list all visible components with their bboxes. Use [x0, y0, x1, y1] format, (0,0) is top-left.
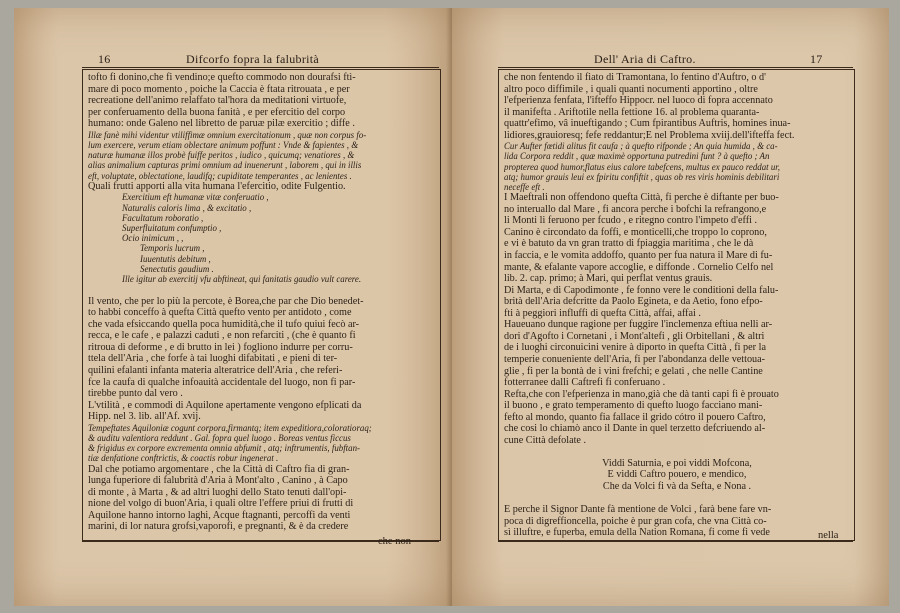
- header-rule: [498, 67, 853, 68]
- text-line: Viddi Saturnia, e poi viddi Mofcona,: [602, 457, 752, 469]
- text-line: quilini efalanti infanta materia alteratrice dell'Aria , che referi-: [88, 364, 343, 376]
- text-line: E perche il Signor Dante fà mentione de Volci , farà bene fare vn-: [504, 504, 772, 516]
- text-line: L'vtilità , e commodi di Aquilone apertamente vengono efplicati da: [88, 399, 362, 411]
- header-rule: [82, 67, 439, 68]
- text-line: e vi è batuto da vn gran tratto di fpiaggia maritima , che le dà: [504, 238, 754, 250]
- text-line: fti à peggiori influffi di quefta Città, affai, affai .: [504, 307, 701, 319]
- text-line: naturæ humanæ illos probè fuiffe peritos , iudico , quicumq; venatiores , &: [88, 150, 355, 161]
- text-line: & frigidus ex corpore excrementa omnia abfumit , atq; inftrumentis, fubftan-: [88, 443, 360, 454]
- text-line: alias animalium capturas primi omnium ad inuenerunt , laborem , qui in illis: [88, 160, 362, 171]
- text-line: in faccia, e le vomita addoffo, quanto per fua natura il Mare di fu-: [504, 250, 773, 262]
- text-line: Senectutis gaudium .: [140, 263, 214, 274]
- text-line: il manifefta . Ariftotile nella fettione 16. al problema quaranta-: [504, 106, 760, 118]
- text-line: neceffe eft .: [504, 182, 545, 193]
- text-line: Il vento, che per lo più la percote, è Borea,che par che Dio benedet-: [88, 295, 364, 307]
- text-line: [88, 284, 438, 296]
- text-line: tirebbe punto dal vero .: [88, 388, 183, 400]
- text-line: tofto fi donino,che fi vendino;e quefto commodo non dourafsi ftì-: [88, 72, 356, 83]
- text-line: Ocio inimicum , ,: [122, 233, 184, 244]
- text-line: Illæ fanè mihi videntur vtiliffimæ omnium exercitationum , quæ non corpus fo-: [88, 129, 367, 140]
- text-line: lib. 2. cap. primo; à Mari, qui perflat ventus grauis.: [504, 273, 713, 285]
- text-line: glie , fi per la bontà de i vini frefchi; e gelati , che nelle Cantine: [504, 365, 763, 377]
- text-line: fce la caufa di qualche infoauità accidentale del luogo, non fi par-: [88, 376, 356, 388]
- text-line: ttela dell'Aria , che forfe à tai luoghi difabitati , e pieni di ter-: [88, 353, 338, 365]
- text-line: lunga fuperiore di falubrità d'Aria à Mont'alto , Canino , à Capo: [88, 475, 348, 487]
- text-line: & auditu valentiora reddunt . Gal. fopra quel luogo . Boreas ventus ficcus: [88, 432, 351, 443]
- text-line: [504, 493, 850, 505]
- catchword: che non: [378, 536, 411, 547]
- text-line: che non fentendo il fiato di Tramontana, lo fentino d'Auftro, o d': [504, 72, 766, 83]
- open-book: [14, 8, 889, 606]
- text-line: fotterranee dalli Caftrefi fi conferuano .: [504, 377, 666, 389]
- text-line: Canino è circondato da foffi, e monticelli,che troppo lo coprono,: [504, 226, 767, 238]
- text-line: no interuallo dal Mare , fi ancora perche i bofchi la refrangono,e: [504, 203, 767, 215]
- text-block: [88, 72, 438, 533]
- text-line: E viddi Caftro pouero, e mendico,: [607, 469, 747, 481]
- text-line: dori d'Agofto i Cornetani , i Mont'altefi , gli Orbitellani , & altri: [504, 330, 765, 342]
- text-line: marini, di lor natura grofsi,vaporofi, e pregnanti, & è da credere: [88, 521, 349, 533]
- right-page: [452, 8, 889, 606]
- text-line: che vada efsiccando quella poca humidità,che il tufo quiui fecò ar-: [88, 318, 360, 330]
- text-line: Di Marta, e di Capodimonte , fe fonno vere le conditioni della falu-: [504, 284, 779, 296]
- page-number: 16: [98, 52, 111, 66]
- text-line: altro poco diffimile , i quali quanti nocumenti apportino , oltre: [504, 83, 758, 95]
- text-line: Refta,che con l'efperienza in mano,già che dà tanti capi fi è prouato: [504, 388, 779, 400]
- text-line: lum exercere, verum etiam oblectare animum poffunt : Vnde & fapientes , &: [88, 139, 359, 150]
- text-line: mante, & efalante vapore accoglie, e diffonde . Cornelio Celfo nel: [504, 261, 774, 273]
- text-line: tiæ denfatione conftrictis, & coactis robur ingenerat .: [88, 453, 279, 464]
- text-line: Aquilone hanno intorno laghi, Acque ftagnanti, percoffi da venti: [88, 509, 351, 521]
- text-line: Iuuentutis debitum ,: [140, 253, 211, 264]
- text-line: Dal che potiamo argomentare , che la Città di Caftro fia di gran-: [88, 463, 350, 475]
- left-page: [14, 8, 452, 606]
- text-line: quattr'efimo, vâ inueftigando ; Cum fpirantibus Auftris, homines inua-: [504, 118, 791, 130]
- text-line: recreatione dell'animo relaffato tal'hora da meditationi virtuofe,: [88, 95, 347, 107]
- text-line: recca, e le cafe , e palazzi caduti , e non refarciti , (che è quanto fi: [88, 330, 356, 342]
- text-line: cune Città defolate .: [504, 434, 587, 446]
- text-line: Facultatum roboratio ,: [122, 212, 204, 223]
- footer-rule: [498, 541, 853, 542]
- text-line: eft, voluptate, oblectatione, laudifq; cupiditate temperantes , ac lenientes .: [88, 170, 352, 181]
- text-line: per conferuamento della buona fanità , e per efercitio del corpo: [88, 106, 346, 118]
- text-line: Cur Aufter fœtidi alitus fit caufa ; à quefto rifponde ; An quia humida , & ca-: [504, 141, 778, 152]
- text-block: [504, 72, 850, 539]
- text-line: Ille igitur ab exercitij vfu abftineat, qui fanitatis gaudio vult carere.: [122, 273, 362, 284]
- text-line: atq; humor grauis leui ex fpiritu confiftit , quas ob res viris hominis debilitari: [504, 171, 780, 182]
- text-line: brità dell'Aria defcritte da Paolo Egineta, e da Aetio, fono efpo-: [504, 296, 763, 308]
- text-line: to habbi conceffo à quefta Città quefto vento per antidoto , come: [88, 307, 352, 319]
- text-line: l'efperienza fenfata, l'ifteffo Hippocr. nel luoco di fopra accennato: [504, 95, 773, 107]
- text-line: il buono , e grato temperamento di quefto luogo facciano mani-: [504, 400, 763, 412]
- running-head: Difcorfo fopra la falubrità: [186, 52, 320, 66]
- text-line: fefto al mondo, quanto fia fallace il grido cótro il pouero Caftro,: [504, 411, 766, 423]
- text-line: mare di poco momento , poiche la Caccia è ftata ritrouata , e per: [88, 83, 350, 95]
- text-line: ritroua di deforme , e di brutto in lei ) fogliono indurre per corru-: [88, 341, 353, 353]
- text-line: Haueuano dunque ragione per fuggire l'inclemenza eftiua nelli ar-: [504, 319, 773, 331]
- text-line: Temporis lucrum ,: [140, 243, 205, 254]
- text-line: che cosi lo chiamò anco il Dante in quel terzetto defcriuendo al-: [504, 423, 766, 435]
- text-line: di monte , à Marta , & ad altri luoghi dello Stato tenuti dall'opi-: [88, 486, 347, 498]
- text-line: Tempeftates Aquiloniæ cogunt corpora,firmantq; item expeditiora,coloratioraq;: [88, 422, 372, 433]
- text-line: lidiores,grauioresq; fefe reddantur;E nel Problema xviij.dell'ifteffa fect.: [504, 129, 795, 141]
- text-line: temperie conueniente dell'Aria, fi per l'abondanza delle vettoua-: [504, 353, 766, 365]
- text-line: nione del volgo di buon'Aria, i quali oltre l'effere priui di frutti di: [88, 498, 354, 510]
- text-line: [504, 446, 850, 458]
- catchword: nella: [818, 530, 839, 541]
- running-head: Dell' Aria di Caftro.: [594, 52, 696, 66]
- text-line: de i luoghi circonuicini venire à diporto in quefta Città , fi per la: [504, 342, 766, 354]
- text-line: I Maeftrali non offendono quefta Città, fi perche è diftante per buo-: [504, 192, 779, 204]
- text-line: Exercitium eft humanæ vitæ conferuatio ,: [122, 192, 269, 203]
- text-line: sì illuftre, e fuperba, emula della Nation Romana, fi come fi vede: [504, 527, 770, 539]
- text-line: poca di digreffioncella, poiche è pur gran cofa, che vna Città co-: [504, 515, 767, 527]
- text-line: Hipp. nel 3. lib. all'Af. xvij.: [88, 411, 201, 423]
- text-line: Quali frutti apporti alla vita humana l'efercitio, odite Fulgentio.: [88, 180, 346, 192]
- text-line: li Monti li feruono per fcudo , e ritegno contro l'impeto d'effi .: [504, 215, 758, 227]
- text-line: lida Corpora reddit , quæ maximè opportuna putredini funt ? à quefto ; An: [504, 151, 770, 162]
- text-line: Che da Volci fi và da Sefta, e Nona .: [602, 480, 752, 492]
- page-number: 17: [810, 52, 823, 66]
- text-line: propterea quod humor,flatus eius calore tabefcens, multus ex pauco reddat ur,: [504, 161, 780, 172]
- text-line: Naturalis caloris lima , & excitatio ,: [122, 202, 252, 213]
- text-line: Superfluitatum confumptio ,: [122, 222, 222, 233]
- text-line: humano: onde Galeno nel libretto de paruæ pilæ exercitio ; diffe .: [88, 118, 355, 130]
